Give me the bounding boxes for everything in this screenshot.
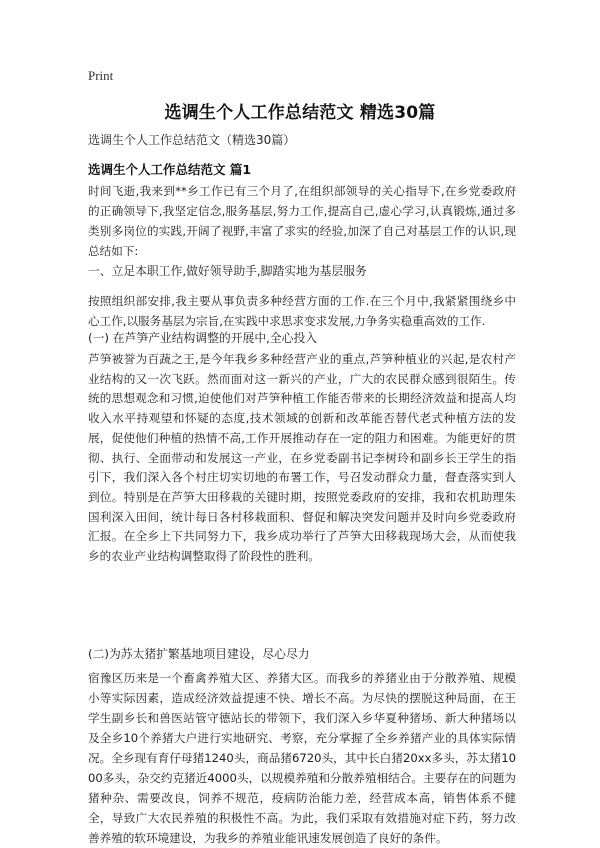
heading-1: 一、立足本职工作,做好领导助手,脚踏实地为基层服务	[88, 264, 367, 278]
paragraph-2: 芦笋被誉为百蔬之王,是今年我乡多种经营产业的重点,芦笋种植业的兴起,是农村产业结构的又一次飞跃。然而面对这一新兴的产业，广大的农民群众感到很陌生。传统的思想观念和习惯,迫使他们对芦笋种植工作能否带来的长期经济效益和提高人均收入水平持观望和怀疑的态度,技术领域的创新和改革能否替代老式种植方法的发展，促使他们种植的热情不高,工作开展推动存在一定的阻力和困难。为能更好的贯彻、执行、全面带动和发展这一产业，在乡党委副书记李树玲和副乡长王学生的指引下，我们深入各个村庄切实切地的布署工作，号召发动群众力量，督查落实到人到位。特别是在芦笋大田移栽的关键时期，按照党委政府的安排，我和农机助理朱国利深入田间，统计每日各村移栽面积、督促和解决突发问题并及时向乡党委政府汇报。在全乡上下共同努力下，我乡成功举行了芦笋大田移栽现场大会，从而使我乡的农业产业结构调整取得了阶段性的胜利。	[88, 352, 516, 564]
heading-2: (一) 在芦笋产业结构调整的开展中,全心投入	[88, 331, 318, 345]
heading-3: (二)为苏太猪扩繁基地项目建设，尽心尽力	[88, 647, 310, 661]
intro-paragraph: 时间飞逝,我来到**乡工作已有三个月了,在组织部领导的关心指导下,在乡党委政府的正确领导下,我坚定信念,服务基层,努力工作,提高自己,虚心学习,认真锻炼,通过多类别多岗位的实践,开阔了视野,丰富了求实的经验,加深了自己对基层工作的认识,现总结如下:	[88, 184, 516, 258]
page-title: 选调生个人工作总结范文 精选30篇	[164, 103, 436, 123]
paragraph-1: 按照组织部安排,我主要从事负责多种经营方面的工作.在三个月中,我紧紧围绕乡中心工作,以服务基层为宗旨,在实践中求思求变求发展,力争务实稳重高效的工作.	[88, 294, 516, 328]
section-heading: 选调生个人工作总结范文 篇1	[88, 162, 252, 177]
document-subtitle: 选调生个人工作总结范文（精选30篇）	[88, 133, 296, 147]
print-label: Print	[88, 68, 114, 83]
paragraph-3: 宿豫区历来是一个畜禽养殖大区、养猪大区。而我乡的养猪业由于分散养殖、规模小等实际因素，造成经济效益提速不快、增长不高。为尽快的摆脱这种局面，在王学生副乡长和兽医站管守德站长的带领下，我们深入乡华夏种猪场、新大种猪场以及全乡10个养猪大户进行实地研究、考察，充分掌握了全乡养猪产业的具体实际情况。全乡现有育仔母猪1240头，商品猪6720头，其中长白猪20xx多头，苏太猪1000多头，杂交约克猪近4000头，以规模养殖和分散养殖相结合。主要存在的问题为猪种杂、需要改良，饲养不规范，疫病防治能力差，经营成本高，销售体系不健全，导致广大农民养殖的积极性不高。为此，我们采取有效措施对症下药，努力改善养殖的软环境建设，为我乡的养殖业能讯速发展创造了良好的条件。	[88, 671, 516, 845]
